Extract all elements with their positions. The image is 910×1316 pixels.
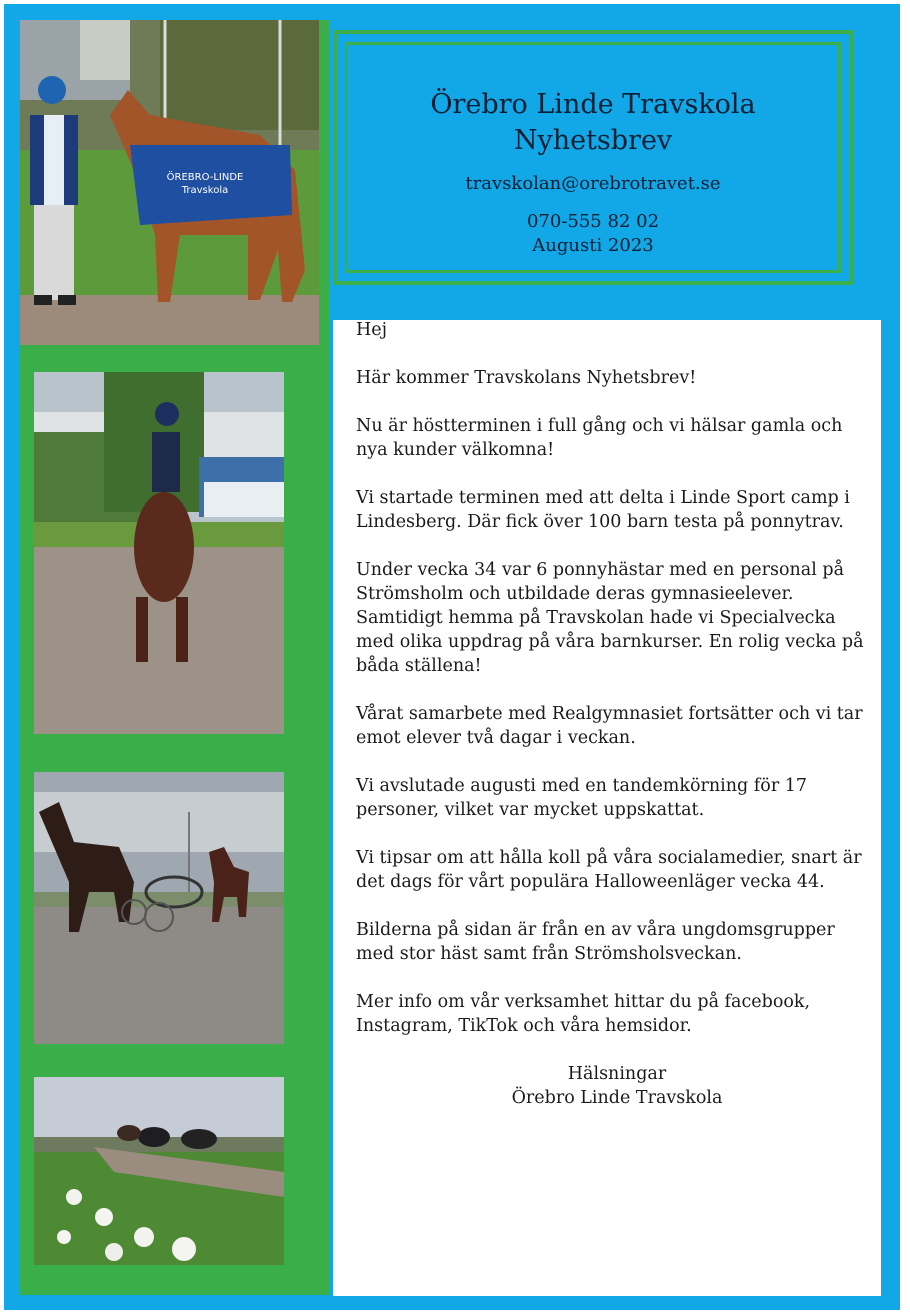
- signoff: [356, 1062, 878, 1110]
- paragraph-4: Under vecka 34 var 6 ponnyhästar med en personal på Strömsholm och utbildade deras gymnasieelever. Samtidigt hemma på Travskolan hade vi Specialvecka med olika uppdrag på våra barnkurser. En rolig vecka på båda ställena!: [356, 560, 864, 676]
- greeting: Hej: [356, 320, 388, 340]
- signoff-sender: Örebro Linde Travskola: [511, 1088, 723, 1108]
- paragraph-6: Vi avslutade augusti med en tandemkörning för 17 personer, vilket var mycket uppskattat.: [356, 776, 808, 820]
- paragraph-8: Bilderna på sidan är från en av våra ungdomsgrupper med stor häst samt från Strömsholsveckan.: [356, 920, 835, 964]
- paragraph-1: Här kommer Travskolans Nyhetsbrev!: [356, 368, 697, 388]
- paragraph-5: Vårat samarbete med Realgymnasiet fortsätter och vi tar emot elever två dagar i veckan.: [356, 704, 863, 748]
- photo-sulky-track: [34, 772, 284, 1044]
- photo-girl-with-horse: [20, 20, 319, 345]
- paragraph-3: Vi startade terminen med att delta i Linde Sport camp i Lindesberg. Där fick över 100 barn testa på ponnytrav.: [356, 488, 850, 532]
- contact-email: travskolan@orebrotravet.se: [465, 173, 721, 194]
- issue-date: Augusti 2023: [532, 235, 654, 256]
- header-inner-frame: [345, 42, 841, 273]
- paragraph-7: Vi tipsar om att hålla koll på våra socialamedier, snart är det dags för vårt populära Halloweenläger vecka 44.: [356, 848, 862, 892]
- paragraph-9: Mer info om vår verksamhet hittar du på facebook, Instagram, TikTok och våra hemsidor.: [356, 992, 811, 1036]
- contact-phone: 070-555 82 02: [526, 211, 660, 232]
- photo-ponies-field: [34, 1077, 284, 1265]
- newsletter-body: [356, 318, 878, 1110]
- blanket-text-1: ÖREBRO-LINDE: [166, 172, 244, 183]
- newsletter-subtitle: Nyhetsbrev: [513, 125, 673, 156]
- newsletter-title: Örebro Linde Travskola: [430, 89, 756, 120]
- paragraph-2: Nu är höstterminen i full gång och vi hälsar gamla och nya kunder välkomna!: [356, 416, 843, 460]
- header-box: [333, 30, 853, 285]
- signoff-greeting: Hälsningar: [567, 1064, 667, 1084]
- blanket-text-2: Travskola: [181, 185, 229, 196]
- photo-rider-on-horse: [34, 372, 284, 734]
